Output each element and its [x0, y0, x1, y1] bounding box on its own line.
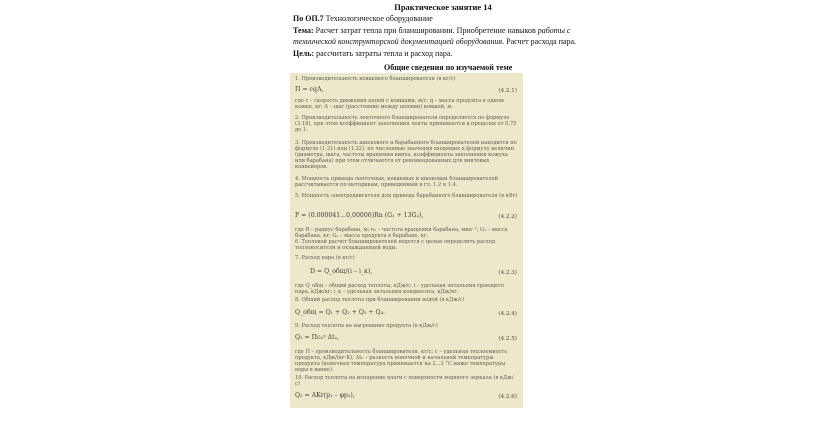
goal-label: Цель: — [293, 48, 315, 58]
scan-row: где R – радиус барабана, м; n₁ – частота вращения барабана, мин⁻¹; G₁ – масса барабана, кг; G₂ – масса продукта в барабане, кг. — [295, 227, 508, 239]
topic-line-2 — [293, 36, 593, 48]
scan-row: 6. Тепловой расчет бланширователей ведется с целью определить расход теплоносителя и охлаждающей воды. — [295, 239, 496, 251]
subject-text: Технологическое оборудование — [325, 14, 433, 23]
topic-text-2: Расчет расхода пара. — [506, 37, 577, 46]
page-title: Практическое занятие 14 — [394, 2, 492, 12]
topic-line-1 — [293, 25, 593, 37]
formula-4-2-2: Р = (0.000041...0,00006)Rn (G₁ + 13G₂), — [295, 212, 424, 219]
scan-row: 1. Производительность ковшового бланширователя (в кг/с) — [295, 76, 456, 82]
topic-italic-1: работы с — [537, 25, 571, 35]
scan-row: 10. Расход теплоты на испарение влаги с поверхности водяного зеркала (в кДж/с) — [295, 375, 514, 387]
scan-row: 3. Производительность шнекового и барабанного бланширователей находится по формуле (1.21) или (1.22), по численные значения входящих в формулу величин (диаметра, шага, частоты вращения винта, коэффициента заполнения кожуха или барабана) при этом отличаются от рекомендованных для винтовых конвейеров. — [295, 140, 517, 170]
scan-row: 9. Расход теплоты на нагревание продукта (в кДж/с) — [295, 323, 438, 329]
scan-row: 4. Мощность привода ленточных, ковшовых и шнековых бланширователей рассчитывается по методикам, приведенным в гл. 1.2 и 1.4. — [295, 176, 498, 188]
formula-4-2-4: Q_общ = Q₁ + Q₂ + Q₃ + Q₄. — [295, 309, 386, 316]
equation-number: (4.2.4) — [498, 311, 517, 317]
document-header — [293, 0, 593, 59]
equation-number: (4.2.5) — [498, 336, 517, 342]
scanned-textbook-page — [290, 73, 523, 408]
scan-row: 7. Расход пара (в кг/с) — [295, 255, 355, 261]
section-title: Общие сведения по изучаемой теме — [384, 63, 513, 72]
equation-number: (4.2.3) — [498, 270, 517, 276]
formula-4-2-3: D = Q_общ/(i – i_к), — [310, 268, 373, 275]
scan-row: где Q_общ – общий расход теплоты, кДж/с; i – удельная энтальпия греющего пара, кДж/кг; i_к – удельная энтальпия конденсата, кДж/кг. — [295, 283, 504, 295]
scan-row: 5. Мощность электродвигателя для привода барабанного бланширователя (в кВт) — [295, 193, 518, 199]
goal-text: рассчитать затраты тепла и расход пара. — [316, 48, 453, 58]
scan-row: где П – производительность бланширователя, кг/с; с – удельная теплоемкость продукта, кДж/(кг·К); Δtₙ – разность конечной и начальной температуры продукта (конечная температура принимается на 2...3 °С ниже температуры воды в ванне). — [295, 349, 508, 373]
formula-4-2-6: Q₂ = AKr(p₁ – φp₂), — [295, 392, 355, 399]
topic-italic-2: технической конструкторской документацией оборудования. — [293, 37, 505, 46]
scan-row: 8. Общий расход теплоты при бланшировании водой (в кДж/с) — [295, 297, 465, 303]
formula-4-2-5: Q₁ = Псₙᵖ Δtₙ, — [295, 334, 340, 341]
scan-row: где с – скорость движения цепей с ковшами, м/с; q – масса продукта в одном ковше, кг; А – шаг (расстояние между цепями) ковшей, м. — [295, 98, 504, 110]
equation-number: (4.2.2) — [498, 214, 517, 220]
topic-text-1: Расчет затрат тепла при бланшировании. Приобретение навыков — [315, 25, 536, 35]
scan-row: 2. Производительность ленточного бланширователя определяется по формуле (3.18), при этом коэффициент заполнения ленты принимается в пределах от 0,75 до 1. — [295, 115, 517, 133]
goal-line — [293, 48, 593, 60]
formula-4-2-1: П = сqА, — [295, 86, 324, 93]
subject-label: По ОП.7 — [293, 14, 324, 23]
topic-label: Тема: — [293, 25, 314, 35]
equation-number: (4.2.6) — [498, 394, 517, 400]
equation-number: (4.2.1) — [498, 88, 517, 94]
subject-line — [293, 13, 593, 25]
